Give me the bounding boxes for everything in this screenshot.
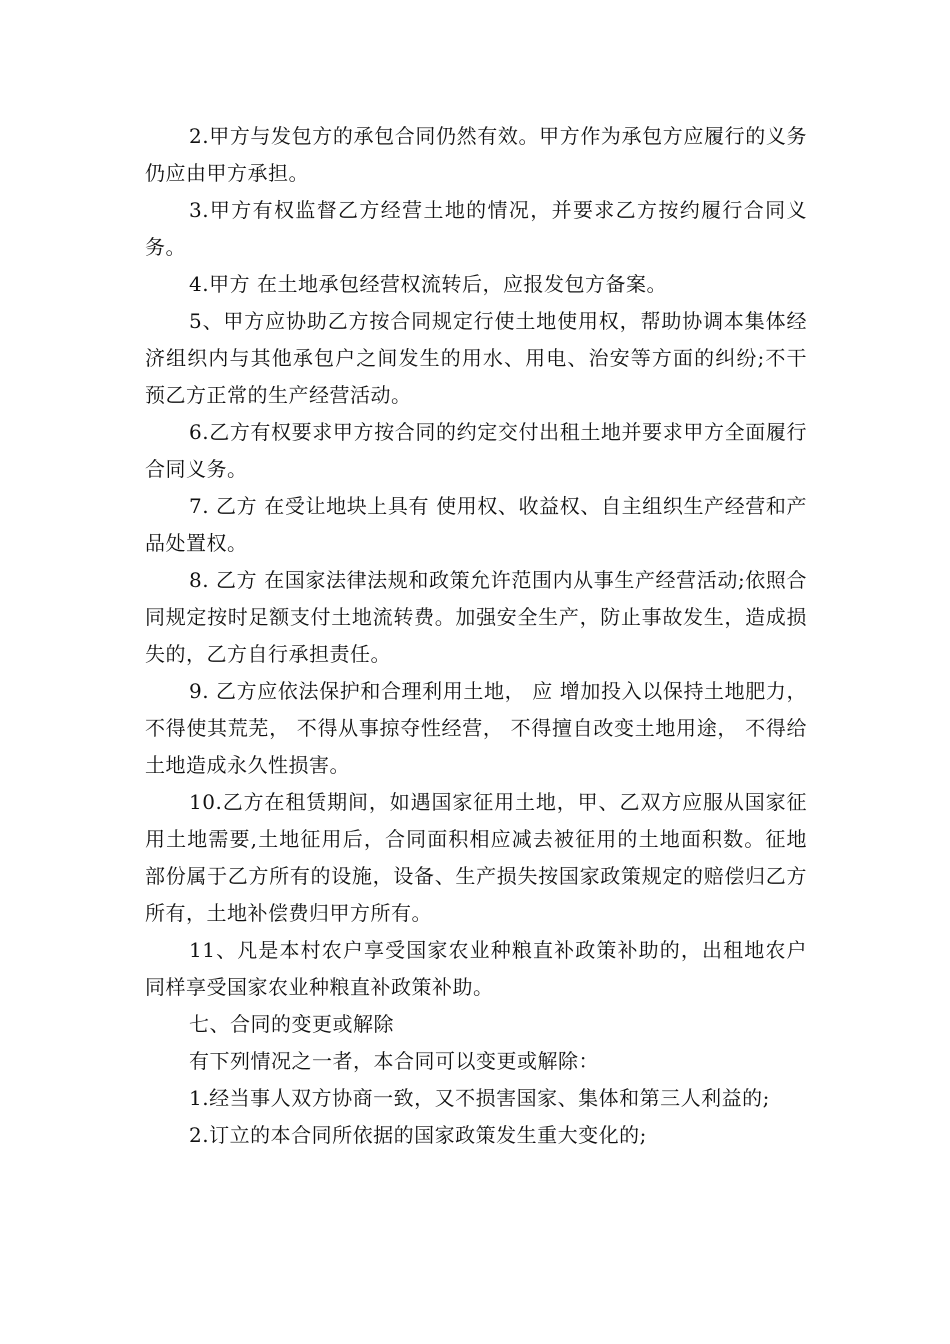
section-heading-change-termination: 七、合同的变更或解除 bbox=[189, 1012, 394, 1036]
clause-3-supervision-right: 3.甲方有权监督乙方经营土地的情况，并要求乙方按约履行合同义务。 bbox=[145, 198, 807, 259]
clause-4-filing: 4.甲方 在土地承包经营权流转后，应报发包方备案。 bbox=[189, 272, 667, 296]
condition-1-mutual-agreement: 1.经当事人双方协商一致，又不损害国家、集体和第三人利益的; bbox=[189, 1086, 770, 1110]
clause-2-contract-valid: 2.甲方与发包方的承包合同仍然有效。甲方作为承包方应履行的义务仍应由甲方承担。 bbox=[145, 124, 807, 185]
clause-7-usage-rights: 7. 乙方 在受让地块上具有 使用权、收益权、自主组织生产经营和产品处置权。 bbox=[145, 494, 807, 555]
section-intro: 有下列情况之一者，本合同可以变更或解除： bbox=[189, 1049, 599, 1073]
clause-10-expropriation: 10.乙方在租赁期间，如遇国家征用土地，甲、乙双方应服从国家征用土地需要,土地征用后，合同面积相应减去被征用的土地面积数。征地部份属于乙方所有的设施，设备、生产损失按国家政策规定的赔偿归乙方所有，土地补偿费归甲方所有。 bbox=[145, 790, 807, 925]
condition-2-policy-change: 2.订立的本合同所依据的国家政策发生重大变化的; bbox=[189, 1123, 647, 1147]
clause-5-assist-coordination: 5、甲方应协助乙方按合同规定行使土地使用权，帮助协调本集体经济组织内与其他承包户之间发生的用水、用电、治安等方面的纠纷;不干预乙方正常的生产经营活动。 bbox=[145, 309, 807, 407]
clause-11-subsidy: 11、凡是本村农户享受国家农业种粮直补政策补助的，出租地农户同样享受国家农业种粮直补政策补助。 bbox=[145, 938, 807, 999]
clause-9-land-protection: 9. 乙方应依法保护和合理利用土地， 应 增加投入以保持土地肥力， 不得使其荒芜， 不得从事掠夺性经营， 不得擅自改变土地用途， 不得给土地造成永久性损害。 bbox=[145, 679, 807, 777]
clause-6-delivery-right: 6.乙方有权要求甲方按合同的约定交付出租土地并要求甲方全面履行合同义务。 bbox=[145, 420, 807, 481]
clause-8-lawful-operation: 8. 乙方 在国家法律法规和政策允许范围内从事生产经营活动;依照合同规定按时足额支付土地流转费。加强安全生产，防止事故发生，造成损失的，乙方自行承担责任。 bbox=[145, 568, 807, 666]
document-page bbox=[145, 118, 807, 1154]
